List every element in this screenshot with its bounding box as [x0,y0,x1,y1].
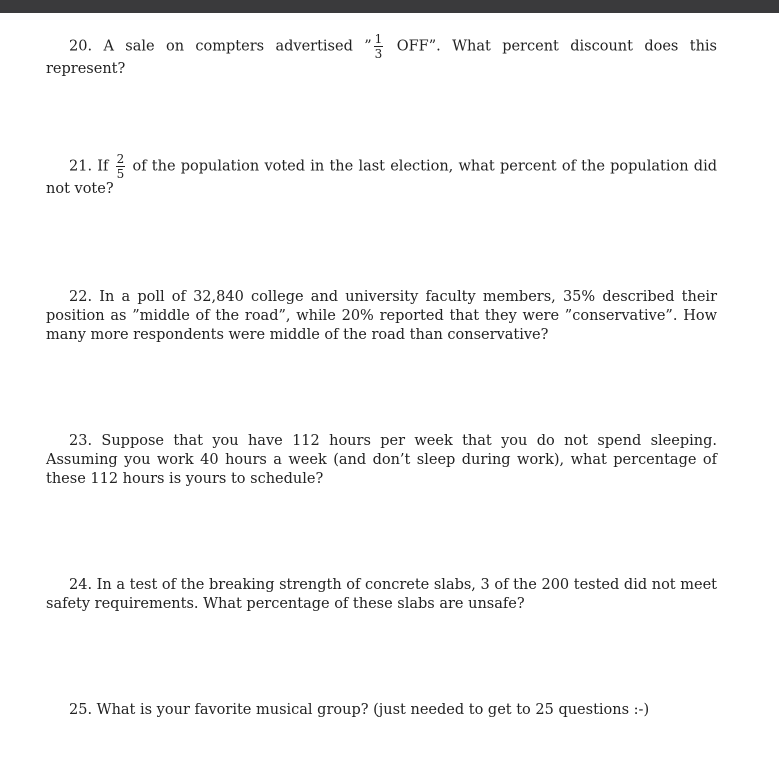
fraction-denominator: 3 [374,47,383,61]
question-20-text-after: OFF”. What percent discount does this represent? [46,38,717,77]
question-20-text-before: 20. A sale on compters advertised ” [69,38,372,55]
fraction-denominator: 5 [116,167,125,181]
question-22: 22. In a poll of 32,840 college and university faculty members, 35% described their position as ”middle of the road”, while 20% reported that they were ”conservative”. How many more respondents were middle of the road than conservative? [46,289,717,343]
fraction-two-fifths [116,153,126,180]
question-25: 25. What is your favorite musical group? (just needed to get to 25 questions :-) [69,702,650,718]
question-21 [46,153,717,199]
question-23: 23. Suppose that you have 112 hours per week that you do not spend sleeping. Assuming you work 40 hours a week (and don’t sleep during work), what percentage of these 112 hours is yours to schedule? [46,433,717,487]
fraction-numerator: 1 [374,32,383,46]
question-21-text-before: 21. If [69,158,114,175]
viewer-top-bar [0,0,779,13]
fraction-numerator: 2 [116,152,125,166]
document-page [0,13,779,779]
fraction-one-third [374,33,384,60]
question-20 [46,33,717,79]
question-24: 24. In a test of the breaking strength of concrete slabs, 3 of the 200 tested did not meet safety requirements. What percentage of these slabs are unsafe? [46,577,717,612]
question-21-text-after: of the population voted in the last election, what percent of the population did not vote? [46,158,718,197]
